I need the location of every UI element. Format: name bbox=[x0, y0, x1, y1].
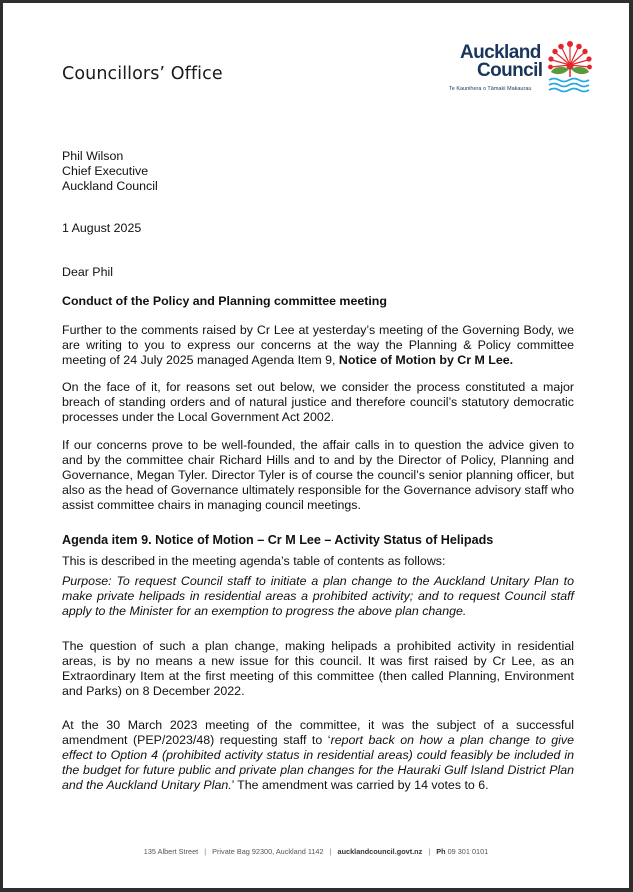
logo-text-council: Council bbox=[477, 60, 543, 81]
paragraph-3: If our concerns prove to be well-founded, the affair calls in to question the advice given to and by the committee chair Richard Hills and to and by the Director of Policy, Planning and Governance, Megan Tyler. Director Tyler is of course the council’s senior planning officer, but also as the head of Governance ultimately responsible for the Governance advisory staff who assist committee chairs in managing council meetings. bbox=[62, 438, 574, 512]
paragraph-1-bold: Notice of Motion by Cr M Lee. bbox=[338, 353, 514, 367]
logo-tagline: Te Kaunihera o Tāmaki Makaurau bbox=[449, 86, 532, 92]
paragraph-1-text: Further to the comments raised by Cr Lee at yesterday’s meeting of the Governing Body, we are writing to you to express our concerns at the way the Planning & Policy committee meeting of 24 July 2025 managed Agenda Item 9, bbox=[62, 323, 574, 367]
paragraph-2: On the face of it, for reasons set out below, we consider the process constituted a major breach of standing orders and of natural justice and therefore council’s statutory democratic processes under the Local Government Act 2002. bbox=[62, 380, 574, 424]
paragraph-6-quote: report back on how a plan change to give effect to Option 4 (prohibited activity status in residential areas) could feasibly be included in the budget for future public and private plan changes for the Hauraki Gulf Island District Plan and the Auckland Unitary Plan. bbox=[62, 733, 574, 792]
paragraph-6 bbox=[62, 718, 574, 793]
recipient-title: Chief Executive bbox=[62, 164, 149, 178]
footer-separator: | bbox=[428, 847, 431, 856]
pohutukawa-flower-logo-icon bbox=[547, 39, 593, 93]
paragraph-6-start: At the 30 March 2023 meeting of the committee, it was the subject of a successful amendment (PEP/2023/48) requesting staff to ‘ bbox=[62, 718, 574, 747]
agenda-item-heading: Agenda item 9. Notice of Motion – Cr M Lee – Activity Status of Helipads bbox=[62, 533, 494, 547]
letter-date: 1 August 2025 bbox=[62, 221, 142, 235]
footer-separator: | bbox=[329, 847, 332, 856]
office-title: Councillors’ Office bbox=[62, 64, 223, 84]
subject-heading: Conduct of the Policy and Planning committee meeting bbox=[62, 294, 387, 308]
logo-text-auckland: Auckland bbox=[460, 42, 541, 63]
footer-address: 135 Albert Street bbox=[143, 847, 199, 856]
recipient-address bbox=[62, 149, 574, 194]
letter-footer bbox=[3, 844, 629, 859]
footer-website: aucklandcouncil.govt.nz bbox=[337, 847, 423, 856]
salutation: Dear Phil bbox=[62, 265, 113, 279]
purpose-quote: Purpose: To request Council staff to initiate a plan change to the Auckland Unitary Plan to make private helipads in residential areas a prohibited activity; and to request Council staff apply to the Minister for an exemption to progress the above plan change. bbox=[62, 574, 574, 618]
auckland-council-logo bbox=[449, 39, 595, 95]
paragraph-4: This is described in the meeting agenda’s table of contents as follows: bbox=[62, 554, 446, 568]
recipient-organisation: Auckland Council bbox=[62, 179, 158, 193]
recipient-name: Phil Wilson bbox=[62, 149, 124, 163]
footer-postal: Private Bag 92300, Auckland 1142 bbox=[212, 847, 324, 856]
paragraph-1 bbox=[62, 323, 574, 368]
footer-separator: | bbox=[204, 847, 207, 856]
footer-phone: 09 301 0101 bbox=[447, 847, 489, 856]
letter-page bbox=[3, 3, 629, 888]
paragraph-6-end: ’ The amendment was carried by 14 votes to 6. bbox=[231, 778, 489, 792]
paragraph-5: The question of such a plan change, making helipads a prohibited activity in residential areas, is by no means a new issue for this council. It was first raised by Cr Lee, as an Extraordinary Item at the first meeting of this committee (then called Planning, Environment and Parks) on 8 December 2022. bbox=[62, 639, 574, 698]
footer-phone-label: Ph bbox=[436, 847, 446, 856]
